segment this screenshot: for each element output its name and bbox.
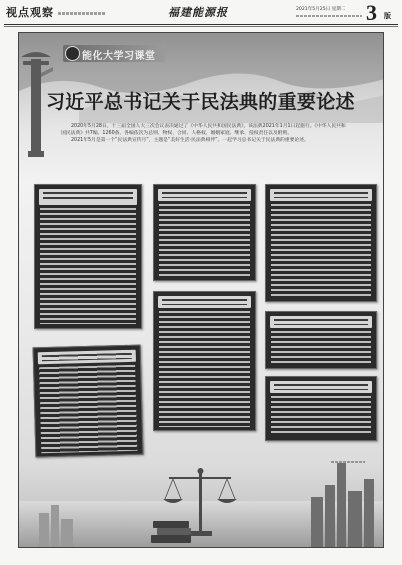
box-heading (270, 381, 372, 393)
header-rule (4, 24, 398, 25)
article-box-middle-bottom (153, 291, 256, 431)
box-body-text (271, 204, 371, 299)
box-body-text (271, 396, 371, 436)
article-box-middle-top (153, 184, 256, 281)
box-heading (270, 316, 372, 328)
column-name: 能化大学习课堂 (82, 51, 156, 62)
intro-text (61, 123, 349, 144)
cloud-band (19, 33, 384, 93)
box-body-text (271, 331, 371, 366)
bottom-illustration (19, 451, 384, 548)
box-heading (38, 350, 136, 365)
newspaper-name: 福建能源报 (168, 6, 228, 19)
box-body-text (40, 208, 136, 324)
feature-panel (18, 32, 384, 548)
article-box-left-top (34, 184, 142, 329)
designer-credit (331, 461, 365, 463)
article-box-right-top (265, 184, 377, 302)
page-suffix: 版 (384, 12, 391, 20)
article-box-right-bottom (265, 376, 377, 441)
box-heading (39, 189, 137, 205)
page-title: 习近平总书记关于民法典的重要论述 (46, 91, 355, 113)
editor-credit (58, 12, 106, 15)
box-body-text (39, 365, 137, 453)
column-logo-icon (65, 46, 80, 61)
intro-paragraph: 2020年5月28日，十三届全国人大三次会议表决通过了《中华人民共和国民法典》，该法典2021年1月1日起施行。《中华人民共和国民法典》共7编、1260条，各编依次为总则、物权、合同、人格权、婚姻家庭、继承、侵权责任以及附则。 (61, 124, 346, 136)
books-icon (151, 521, 191, 543)
box-body-text (159, 311, 250, 427)
box-heading (158, 189, 251, 201)
box-heading (270, 189, 372, 201)
box-body-text (159, 204, 250, 276)
article-box-left-bottom (33, 345, 144, 458)
contact-info (296, 15, 362, 17)
issue-date: 2021年5月25日 星期二 (296, 7, 346, 12)
page-number: 3 (366, 0, 377, 25)
article-box-right-middle (265, 311, 377, 369)
box-heading (158, 296, 251, 308)
header-rule-thin (4, 26, 398, 27)
intro-paragraph: 2021年5月是第一个“民法典宣传月”，主题是“美好生活·民法典相伴”。一起学习总书记关于民法典的重要论述。 (71, 138, 309, 143)
section-name: 视点观察 (6, 6, 54, 19)
